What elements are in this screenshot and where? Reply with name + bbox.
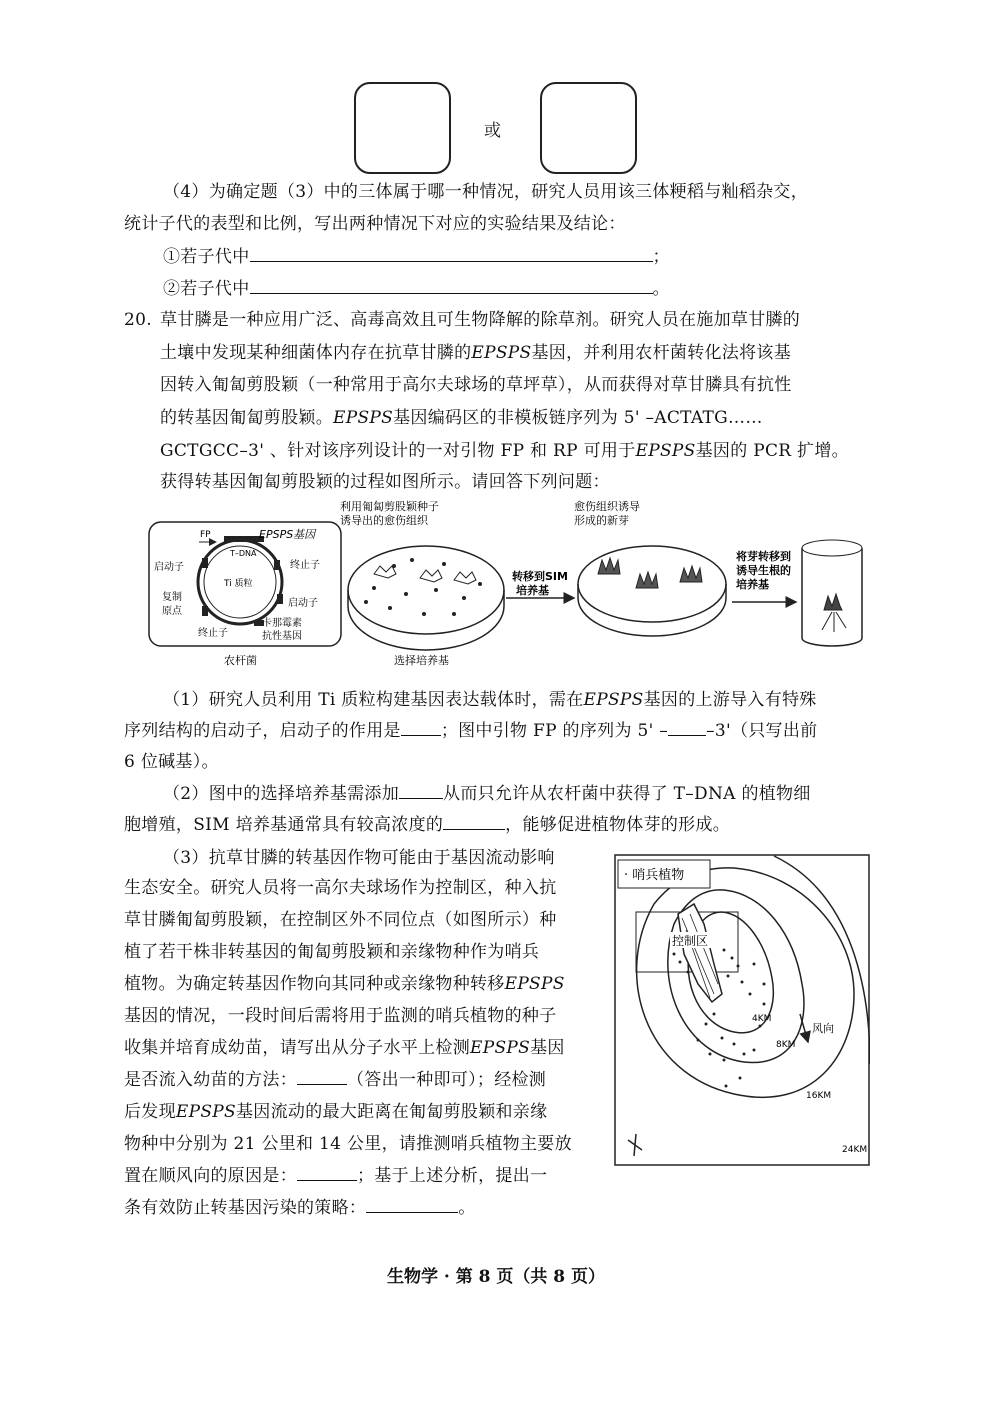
gene-name: EPSPS bbox=[175, 1102, 236, 1122]
gene-label: EPSPS基因 bbox=[259, 528, 316, 541]
wind-label: 风向 bbox=[812, 1022, 834, 1035]
q20-3-line2: 生态安全。研究人员将一高尔夫球场作为控制区，种入抗 bbox=[124, 878, 557, 898]
control-label: 控制区 bbox=[672, 934, 709, 948]
q20-line3: 因转入匍匐剪股颖（一种常用于高尔夫球场的草坪草），从而获得对草甘膦具有抗性 bbox=[160, 375, 792, 395]
selection-dish bbox=[348, 546, 504, 634]
radius-8km: 8KM bbox=[776, 1040, 796, 1050]
q20-line4 bbox=[160, 404, 763, 432]
gene-name: EPSPS bbox=[635, 441, 696, 461]
q20-line5-b: 基因的 PCR 扩增。 bbox=[695, 441, 849, 461]
fp-sequence-blank[interactable] bbox=[668, 717, 706, 736]
ori-label-1: 复制 bbox=[162, 592, 182, 603]
legend-label: · 哨兵植物 bbox=[624, 868, 685, 883]
selection-agent-blank[interactable] bbox=[399, 780, 443, 799]
q4-ans1-prefix: ①若子代中 bbox=[163, 247, 250, 267]
q20-3-line9-a: 后发现 bbox=[124, 1102, 176, 1122]
q20-1-line1-b: 基因的上游导入有特殊 bbox=[643, 690, 817, 710]
q20-number: 20. bbox=[124, 310, 152, 330]
q20-3-line4: 植了若干株非转基因的匍匐剪股颖和亲缘物种作为哨兵 bbox=[124, 942, 540, 962]
q20-2-line1-a: （2）图中的选择培养基需添加 bbox=[163, 784, 400, 804]
q20-line4-a: 的转基因匍匐剪股颖。 bbox=[160, 408, 333, 428]
q20-3-line9-b: 基因流动的最大距离在匍匐剪股颖和亲缘 bbox=[236, 1102, 548, 1122]
arrow1-label-1: 转移到SIM bbox=[512, 570, 568, 583]
q20-3-line12 bbox=[124, 1194, 476, 1222]
q20-1-line2-a: 序列结构的启动子，启动子的作用是 bbox=[124, 721, 401, 741]
q20-1-line1-a: （1）研究人员利用 Ti 质粒构建基因表达载体时，需在 bbox=[163, 690, 584, 710]
q20-3-line7-a: 收集并培育成幼苗，请写出从分子水平上检测 bbox=[124, 1038, 470, 1058]
q4-ans2-prefix: ②若子代中 bbox=[163, 279, 250, 299]
q20-line2 bbox=[160, 339, 791, 367]
terminator-right-label: 终止子 bbox=[290, 560, 320, 571]
q4-line1: （4）为确定题（3）中的三体属于哪一种情况，研究人员用该三体粳稻与籼稻杂交， bbox=[163, 182, 809, 202]
q4-answer-2 bbox=[163, 275, 670, 303]
q20-3-line8 bbox=[124, 1066, 546, 1094]
q20-3-line1: （3）抗草甘膦的转基因作物可能由于基因流动影响 bbox=[163, 848, 555, 868]
q20-3-line12-b: 。 bbox=[458, 1198, 476, 1218]
strategy-blank[interactable] bbox=[366, 1194, 458, 1213]
q20-3-line12-a: 条有效防止转基因污染的策略： bbox=[124, 1198, 367, 1218]
q4-ans1-end: ； bbox=[652, 247, 670, 267]
fp-label: FP bbox=[200, 530, 211, 540]
sentinel-map-figure bbox=[614, 854, 870, 1166]
sim-hormone-blank[interactable] bbox=[443, 811, 505, 830]
jar-top bbox=[802, 540, 862, 556]
dish1-caption: 选择培养基 bbox=[394, 654, 449, 667]
q20-3-line11 bbox=[124, 1162, 547, 1190]
q20-3-line8-a: 是否流入幼苗的方法： bbox=[124, 1070, 297, 1090]
gene-name: EPSPS bbox=[471, 343, 532, 363]
q20-2-line2-b: ，能够促进植物体芽的形成。 bbox=[505, 815, 731, 835]
q20-2-line2 bbox=[124, 811, 730, 839]
q20-3-line6: 基因的情况，一段时间后需将用于监测的哨兵植物的种子 bbox=[124, 1006, 557, 1026]
q20-line5-a: GCTGCC–3' 、针对该序列设计的一对引物 FP 和 RP 可用于 bbox=[160, 441, 636, 461]
q20-line2-a: 土壤中发现某种细菌体内存在抗草甘膦的 bbox=[160, 343, 472, 363]
gene-name: EPSPS bbox=[333, 408, 394, 428]
arrow2-label-1: 将芽转移到 bbox=[736, 550, 791, 563]
q20-line4-b: 基因编码区的非模板链序列为 5' –ACTATG…… bbox=[393, 408, 763, 428]
map-frame bbox=[615, 855, 869, 1165]
q20-1-line2-b: ；图中引物 FP 的序列为 5' – bbox=[440, 721, 669, 741]
arrow2-label-3: 培养基 bbox=[736, 578, 769, 591]
q20-line1: 草甘膦是一种应用广泛、高毒高效且可生物降解的除草剂。研究人员在施加草甘膦的 bbox=[160, 310, 801, 330]
q20-3-line5 bbox=[124, 970, 565, 998]
roots bbox=[822, 612, 846, 632]
q20-3-line3: 草甘膦匍匐剪股颖，在控制区外不同位点（如图所示）种 bbox=[124, 910, 557, 930]
q20-3-line9 bbox=[124, 1098, 547, 1126]
promoter-left-label: 启动子 bbox=[154, 562, 184, 573]
gene-name: EPSPS bbox=[583, 690, 644, 710]
q20-3-line11-a: 置在顺风向的原因是： bbox=[124, 1166, 297, 1186]
q4-ans2-blank[interactable] bbox=[250, 275, 653, 294]
radius-4km: 4KM bbox=[752, 1014, 772, 1024]
q4-ans1-blank[interactable] bbox=[250, 243, 653, 262]
transgenic-process-figure bbox=[144, 498, 870, 672]
q20-line5 bbox=[160, 437, 849, 465]
kan-label-2: 抗性基因 bbox=[262, 631, 302, 642]
promoter-function-blank[interactable] bbox=[401, 717, 441, 736]
arrow1-label-2: 培养基 bbox=[516, 584, 549, 597]
q20-line2-b: 基因，并利用农杆菌转化法将该基 bbox=[531, 343, 791, 363]
q20-3-line8-b: （答出一种即可）；经检测 bbox=[347, 1070, 547, 1090]
q20-3-line7-b: 基因 bbox=[530, 1038, 565, 1058]
shoot-label-1: 愈伤组织诱导 bbox=[574, 500, 640, 513]
q4-line2: 统计子代的表型和比例，写出两种情况下对应的实验结果及结论： bbox=[124, 214, 626, 234]
q20-3-line11-b: ；基于上述分析，提出一 bbox=[357, 1166, 548, 1186]
answer-box-left bbox=[354, 82, 451, 174]
q4-answer-1 bbox=[163, 243, 670, 271]
arrow2-label-2: 诱导生根的 bbox=[736, 564, 791, 577]
radius-24km: 24KM bbox=[842, 1145, 868, 1155]
kan-label-1: 卡那霉素 bbox=[262, 618, 302, 629]
callus-label-2: 诱导出的愈伤组织 bbox=[340, 514, 428, 527]
terminator-bottom-label: 终止子 bbox=[198, 628, 228, 639]
page-footer: 生物学 · 第 8 页（共 8 页） bbox=[386, 1267, 606, 1287]
q20-2-line1-b: 从而只允许从农杆菌中获得了 T–DNA 的植物细 bbox=[443, 784, 811, 804]
q20-1-line3: 6 位碱基）。 bbox=[124, 752, 219, 772]
q20-3-line7 bbox=[124, 1034, 565, 1062]
gene-name: EPSPS bbox=[504, 974, 565, 994]
q4-ans2-end: 。 bbox=[652, 279, 670, 299]
detection-method-blank[interactable] bbox=[297, 1066, 347, 1085]
q20-1-line2 bbox=[124, 717, 817, 745]
q20-1-line1 bbox=[163, 686, 817, 714]
agrobacterium-caption: 农杆菌 bbox=[224, 654, 257, 667]
q20-3-line5-a: 植物。为确定转基因作物向其同种或亲缘物种转移 bbox=[124, 974, 505, 994]
tdna-label: T–DNA bbox=[230, 549, 257, 558]
tdna-segment bbox=[224, 536, 264, 542]
q20-3-line10: 物种中分别为 21 公里和 14 公里，请推测哨兵植物主要放 bbox=[124, 1134, 572, 1154]
ori-label-2: 原点 bbox=[162, 606, 182, 617]
promoter-right-label: 启动子 bbox=[288, 598, 318, 609]
rooted-plant bbox=[824, 594, 842, 610]
q20-2-line1 bbox=[163, 780, 811, 808]
answer-box-right bbox=[540, 82, 637, 174]
ti-label: Ti 质粒 bbox=[224, 579, 253, 589]
callus-label-1: 利用匍匐剪股颖种子 bbox=[340, 500, 439, 513]
gene-name: EPSPS bbox=[470, 1038, 531, 1058]
jar-body bbox=[802, 548, 862, 646]
or-label: 或 bbox=[484, 121, 501, 141]
q20-1-line2-c: –3'（只写出前 bbox=[706, 721, 818, 741]
q20-line6: 获得转基因匍匐剪股颖的过程如图所示。请回答下列问题： bbox=[160, 472, 610, 492]
shoot-label-2: 形成的新芽 bbox=[574, 514, 629, 527]
radius-16km: 16KM bbox=[806, 1091, 832, 1101]
downwind-reason-blank[interactable] bbox=[297, 1162, 357, 1181]
q20-2-line2-a: 胞增殖，SIM 培养基通常具有较高浓度的 bbox=[124, 815, 444, 835]
